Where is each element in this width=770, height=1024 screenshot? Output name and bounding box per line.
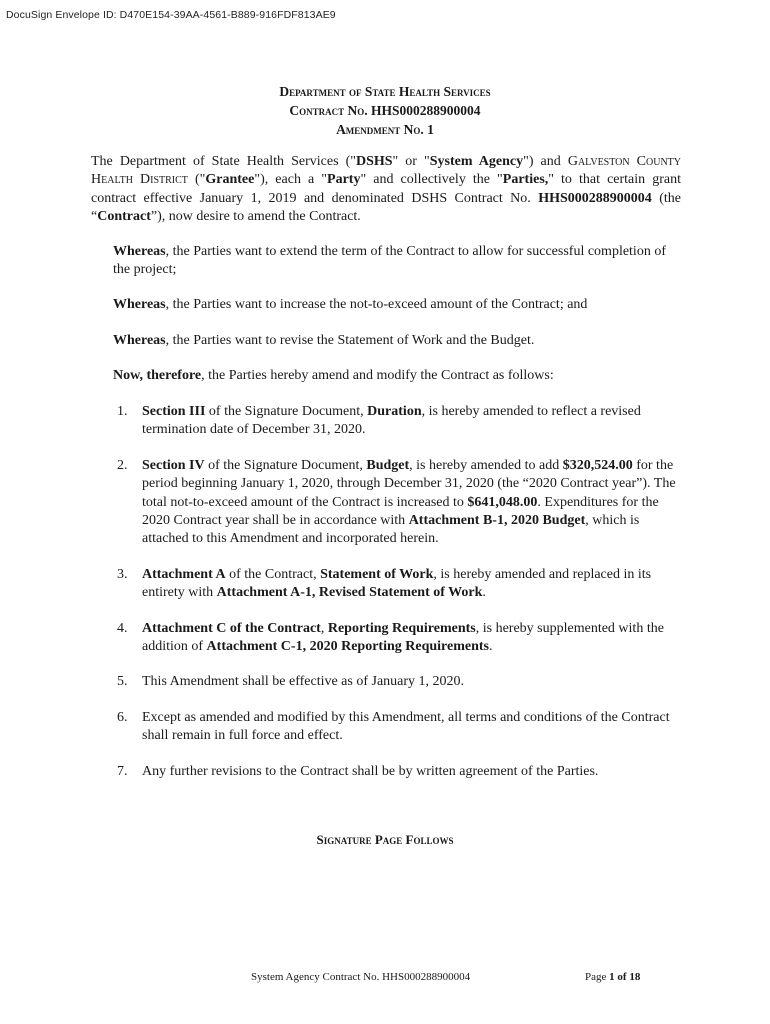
intro-paragraph: The Department of State Health Services ("DSHS" or "System Agency") and Galveston County Health District ("Grantee"), each a "Party" and collectively the "Parties," to that certain grant contract effective January 1, 2019 and denominated DSHS Contract No. HHS000288900004 (the “Contract”), now desire to amend the Contract. xyxy=(91,154,682,225)
list-item: 3. Attachment A of the Contract, Statement of Work, is hereby amended and replaced in its entirety with Attachment A-1, Revised Statement of Work. xyxy=(117,566,652,601)
docusign-envelope-id: DocuSign Envelope ID: D470E154-39AA-4561-B889-916FDF813AE9 xyxy=(6,9,336,21)
list-item: 4. Attachment C of the Contract, Reporting Requirements, is hereby supplemented with the addition of Attachment C-1, 2020 Reporting Requirements. xyxy=(117,620,664,655)
footer-page-number: Page 1 of 18 xyxy=(585,971,641,983)
list-item: 6. Except as amended and modified by this Amendment, all terms and conditions of the Contract shall remain in full force and effect. xyxy=(117,709,670,744)
whereas-clause: Whereas, the Parties want to extend the term of the Contract to allow for successful completion of the project; xyxy=(113,244,666,278)
heading-contract-number: Contract No. HHS000288900004 xyxy=(289,103,481,118)
footer-contract-reference: System Agency Contract No. HHS000288900004 xyxy=(251,971,471,983)
now-therefore-clause: Now, therefore, the Parties hereby amend and modify the Contract as follows: xyxy=(113,368,554,383)
list-item: 1. Section III of the Signature Document, Duration, is hereby amended to reflect a revised termination date of December 31, 2020. xyxy=(117,404,641,438)
whereas-clause: Whereas, the Parties want to revise the Statement of Work and the Budget. xyxy=(113,333,535,348)
list-item: 7. Any further revisions to the Contract shall be by written agreement of the Parties. xyxy=(117,763,599,779)
heading-amendment: Amendment No. 1 xyxy=(336,122,434,137)
signature-page-follows: Signature Page Follows xyxy=(316,832,454,847)
grantee-name: Galveston County Health District xyxy=(91,154,681,188)
list-item: 5. This Amendment shall be effective as of January 1, 2020. xyxy=(117,674,465,690)
document-heading xyxy=(0,82,770,139)
heading-department: Department of State Health Services xyxy=(279,84,491,99)
whereas-clause: Whereas, the Parties want to increase the not-to-exceed amount of the Contract; and xyxy=(113,297,588,312)
amendment-items-list xyxy=(113,403,681,798)
list-item: 2. Section IV of the Signature Document, Budget, is hereby amended to add $320,524.00 for the period beginning January 1, 2020, through December 31, 2020 (the “2020 Contract year”). The total not-to-exceed amount of the Contract is increased to $641,048.00. Expenditures for the 2020 Contract year shall be in accordance with Attachment B-1, 2020 Budget, which is attached to this Amendment and incorporated herein. xyxy=(117,457,676,547)
